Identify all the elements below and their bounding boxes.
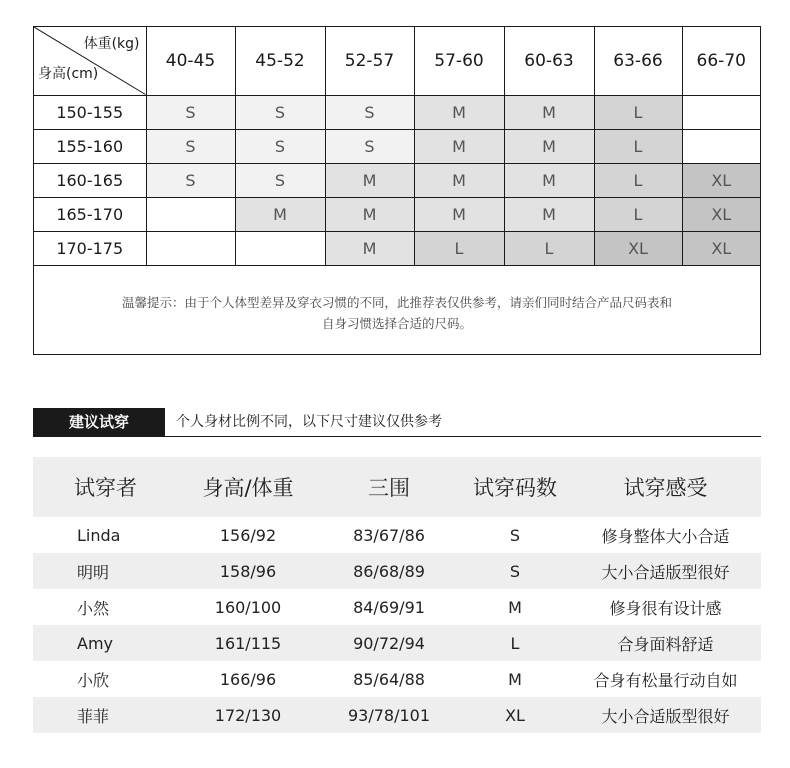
size-cell: S (235, 129, 325, 163)
size-cell: M (504, 197, 594, 231)
trial-row (33, 661, 761, 697)
tester-size: S (460, 553, 570, 589)
tester-feedback: 修身整体大小合适 (601, 526, 730, 546)
size-cell: M (235, 197, 325, 231)
tester-height-weight: 156/92 (219, 525, 277, 545)
size-cell: XL (682, 231, 760, 265)
size-cell: S (146, 129, 235, 163)
size-cell: M (504, 163, 594, 197)
size-cell: S (325, 95, 414, 129)
height-range: 160-165 (34, 163, 146, 197)
weight-column-header: 57-60 (414, 27, 504, 95)
weight-column-header: 66-70 (682, 27, 760, 95)
tester-measurements: 86/68/89 (318, 553, 460, 589)
size-table-header (34, 27, 760, 95)
size-cell: S (146, 163, 235, 197)
size-cell: L (594, 95, 682, 129)
trial-section-header (33, 408, 761, 437)
column-header: 试穿码数 (460, 457, 570, 517)
size-cell: M (325, 231, 414, 265)
size-cell: M (414, 163, 504, 197)
size-cell: M (414, 197, 504, 231)
trial-row (33, 517, 761, 553)
tester-measurements: 84/69/91 (353, 597, 425, 617)
tester-feedback: 合身面料舒适 (570, 625, 761, 661)
size-cell: S (235, 95, 325, 129)
tip-line: 自身习惯选择合适的尺码。 (321, 316, 472, 331)
size-cell: M (414, 95, 504, 129)
tester-measurements: 90/72/94 (318, 625, 460, 661)
tester-measurements: 83/67/86 (353, 525, 425, 545)
tester-name: Linda (77, 525, 121, 545)
height-range: 150-155 (34, 95, 146, 129)
size-cell: XL (682, 163, 760, 197)
tester-feedback: 大小合适版型很好 (570, 697, 761, 733)
weight-axis-label: 体重(kg) (83, 36, 140, 52)
trial-table-header (33, 457, 761, 517)
height-axis-label: 身高(cm) (38, 65, 99, 82)
size-cell (235, 231, 325, 265)
tester-measurements: 93/78/101 (318, 697, 460, 733)
tester-height-weight: 160/100 (214, 597, 282, 617)
tester-name: 菲菲 (33, 697, 178, 733)
size-row (34, 129, 760, 163)
size-cell: L (594, 197, 682, 231)
size-cell: L (414, 231, 504, 265)
size-row (34, 163, 760, 197)
size-cell: L (594, 129, 682, 163)
size-cell: M (504, 129, 594, 163)
tip-line: 温馨提示：由于个人体型差异及穿衣习惯的不同，此推荐表仅供参考，请亲们同时结合产品尺码表和 (121, 295, 672, 310)
size-cell: M (504, 95, 594, 129)
tester-name: 小欣 (77, 670, 110, 690)
weight-column-header: 63-66 (594, 27, 682, 95)
size-cell: S (146, 95, 235, 129)
size-cell: M (414, 129, 504, 163)
height-range: 165-170 (34, 197, 146, 231)
size-cell (146, 197, 235, 231)
size-cell (682, 95, 760, 129)
height-range: 155-160 (34, 129, 146, 163)
size-cell: S (235, 163, 325, 197)
corner-cell (34, 27, 146, 95)
tester-size: S (509, 525, 521, 545)
column-header: 试穿感受 (570, 457, 761, 517)
weight-column-header: 40-45 (146, 27, 235, 95)
size-cell: L (594, 163, 682, 197)
tester-name: 明明 (33, 553, 178, 589)
size-cell: S (325, 129, 414, 163)
size-cell (682, 129, 760, 163)
size-recommendation-chart (33, 26, 761, 355)
tester-size: M (508, 597, 522, 617)
size-tip-note (34, 292, 760, 334)
tester-name: Amy (33, 625, 178, 661)
trial-row (33, 625, 761, 661)
size-cell: M (325, 163, 414, 197)
trial-section-description: 个人身材比例不同，以下尺寸建议仅供参考 (176, 414, 442, 430)
tester-height-weight: 172/130 (178, 697, 318, 733)
weight-column-header: 45-52 (235, 27, 325, 95)
trial-row (33, 553, 761, 589)
size-row (34, 231, 760, 265)
tester-measurements: 85/64/88 (353, 669, 425, 689)
trial-row (33, 697, 761, 733)
tester-size: L (460, 625, 570, 661)
tester-size: M (508, 669, 522, 689)
column-header: 身高/体重 (178, 457, 318, 517)
trial-row (33, 589, 761, 625)
tester-feedback: 修身很有设计感 (609, 598, 722, 618)
size-cell: XL (594, 231, 682, 265)
size-cell: XL (682, 197, 760, 231)
weight-column-header: 52-57 (325, 27, 414, 95)
tester-feedback: 大小合适版型很好 (570, 553, 761, 589)
column-header: 三围 (318, 457, 460, 517)
size-cell (146, 231, 235, 265)
trial-section-tag: 建议试穿 (33, 408, 165, 436)
tester-name: 小然 (77, 598, 110, 618)
size-row (34, 95, 760, 129)
height-range: 170-175 (34, 231, 146, 265)
size-row (34, 197, 760, 231)
weight-column-header: 60-63 (504, 27, 594, 95)
size-cell: M (325, 197, 414, 231)
trial-table (33, 457, 761, 733)
tester-height-weight: 158/96 (178, 553, 318, 589)
tester-feedback: 合身有松量行动自如 (593, 670, 738, 690)
size-cell: L (504, 231, 594, 265)
column-header: 试穿者 (33, 457, 178, 517)
tester-height-weight: 161/115 (178, 625, 318, 661)
tester-size: XL (460, 697, 570, 733)
tester-height-weight: 166/96 (219, 669, 277, 689)
size-table (34, 27, 760, 266)
